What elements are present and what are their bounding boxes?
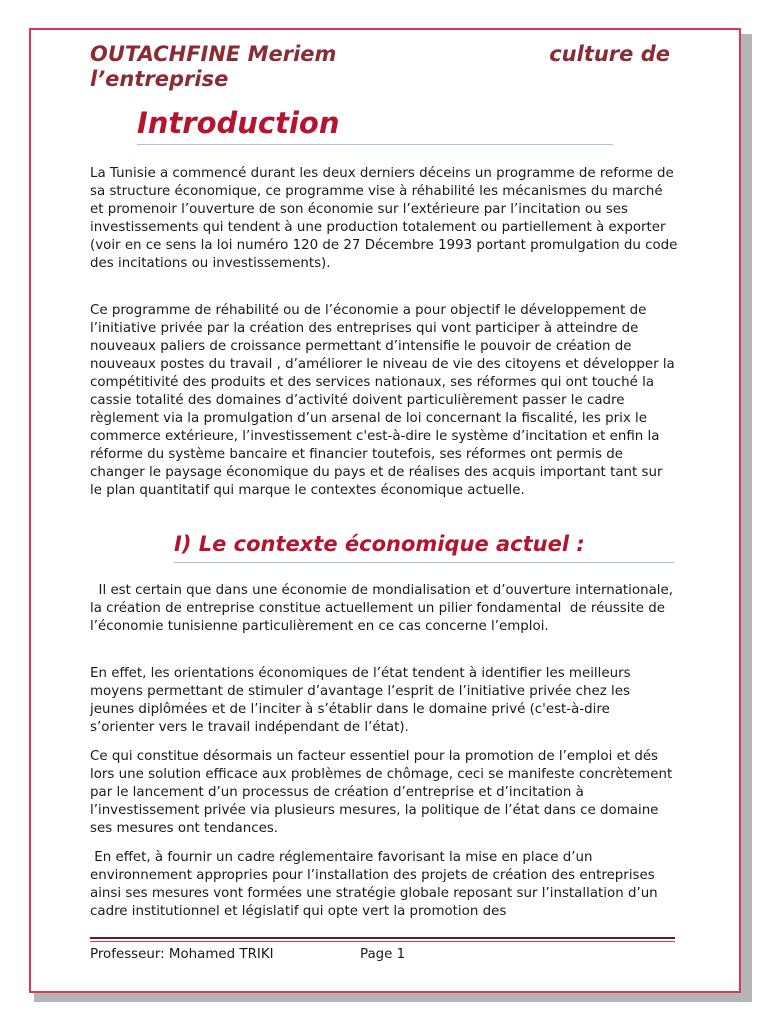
introduction-heading-rule xyxy=(137,144,613,145)
section-paragraph-3: Ce qui constitue désormais un facteur essentiel pour la promotion de l’emploi et dés lors une solution efficace aux problèmes de chômage, ceci se manifeste concrètement par le lancement d’un processus de création d’entreprise et d’incitation à l’investissement privée via plusieurs mesures, la politique de l’état dans ce domaine ses mesures ont tendances. xyxy=(90,749,673,836)
header-subject-line1: culture de xyxy=(549,42,670,66)
footer-rule-accent xyxy=(90,941,675,942)
introduction-heading: Introduction xyxy=(137,106,340,140)
intro-paragraph-2: Ce programme de réhabilité ou de l’économie a pour objectif le développement de l’initiative privée par la création des entreprises qui vont participer à atteindre de nouveaux paliers de croissance permettant d’intensifie le pouvoir de création de nouveaux postes du travail , d’améliorer le niveau de vie des citoyens et développer la compétitivité des produits et des services nationaux, ses réformes qui ont touché la cassie totalité des domaines d’activité doivent particulièrement passer le cadre règlement via la promulgation d’un arsenal de loi concernant la fiscalité, les prix le commerce extérieure, l’investissement c'est-à-dire le système d’incitation et enfin la réforme du système bancaire et financier toutefois, ses réformes ont permis de changer le paysage économique du pays et de réalises des acquis important tant sur le plan quantitatif qui marque le contextes économique actuelle. xyxy=(90,303,675,498)
header-author: OUTACHFINE Meriem xyxy=(90,42,337,66)
intro-paragraph-1: La Tunisie a commencé durant les deux derniers déceins un programme de reforme de sa structure économique, ce programme vise à réhabilité les mécanismes du marché et promenoir l’ouverture de son économie sur l’extérieure par l’incitation ou ses investissements qui tendent à une production totalement ou partiellement à exporter (voir en ce sens la loi numéro 120 de 27 Décembre 1993 portant promulgation du code des incitations ou investissements). xyxy=(90,166,678,271)
page-footer xyxy=(90,946,406,964)
section-paragraph-2: En effet, les orientations économiques de l’état tendent à identifier les meilleurs moyens permettant de stimuler d’avantage l’esprit de l’initiative privée chez les jeunes diplômées et de l’inciter à s’établir dans le domaine privé (c'est-à-dire s’orienter vers le travail indépendant de l’état). xyxy=(90,666,631,735)
section-paragraph-1: Il est certain que dans une économie de mondialisation et d’ouverture internationale, la création de entreprise constitue actuellement un pilier fondamental de réussite de l’économie tunisienne particulièrement en ce cas concerne l’emploi. xyxy=(90,583,673,634)
section-heading-contexte: I) Le contexte économique actuel : xyxy=(174,532,585,556)
header-subject-line2: l’entreprise xyxy=(90,67,229,91)
section-paragraph-4: En effet, à fournir un cadre réglementaire favorisant la mise en place d’un environnement appropries pour l’installation des projets de création des entreprises ainsi ses mesures vont formées une stratégie globale reposant sur l’installation d’un cadre institutionnel et législatif qui opte vert la promotion des xyxy=(90,850,658,919)
footer-rule-dark xyxy=(90,937,675,939)
footer-page-number: Page 1 xyxy=(360,947,406,962)
footer-professor: Professeur: Mohamed TRIKI xyxy=(90,947,274,962)
page-header xyxy=(90,42,670,92)
section-heading-rule xyxy=(174,562,674,563)
